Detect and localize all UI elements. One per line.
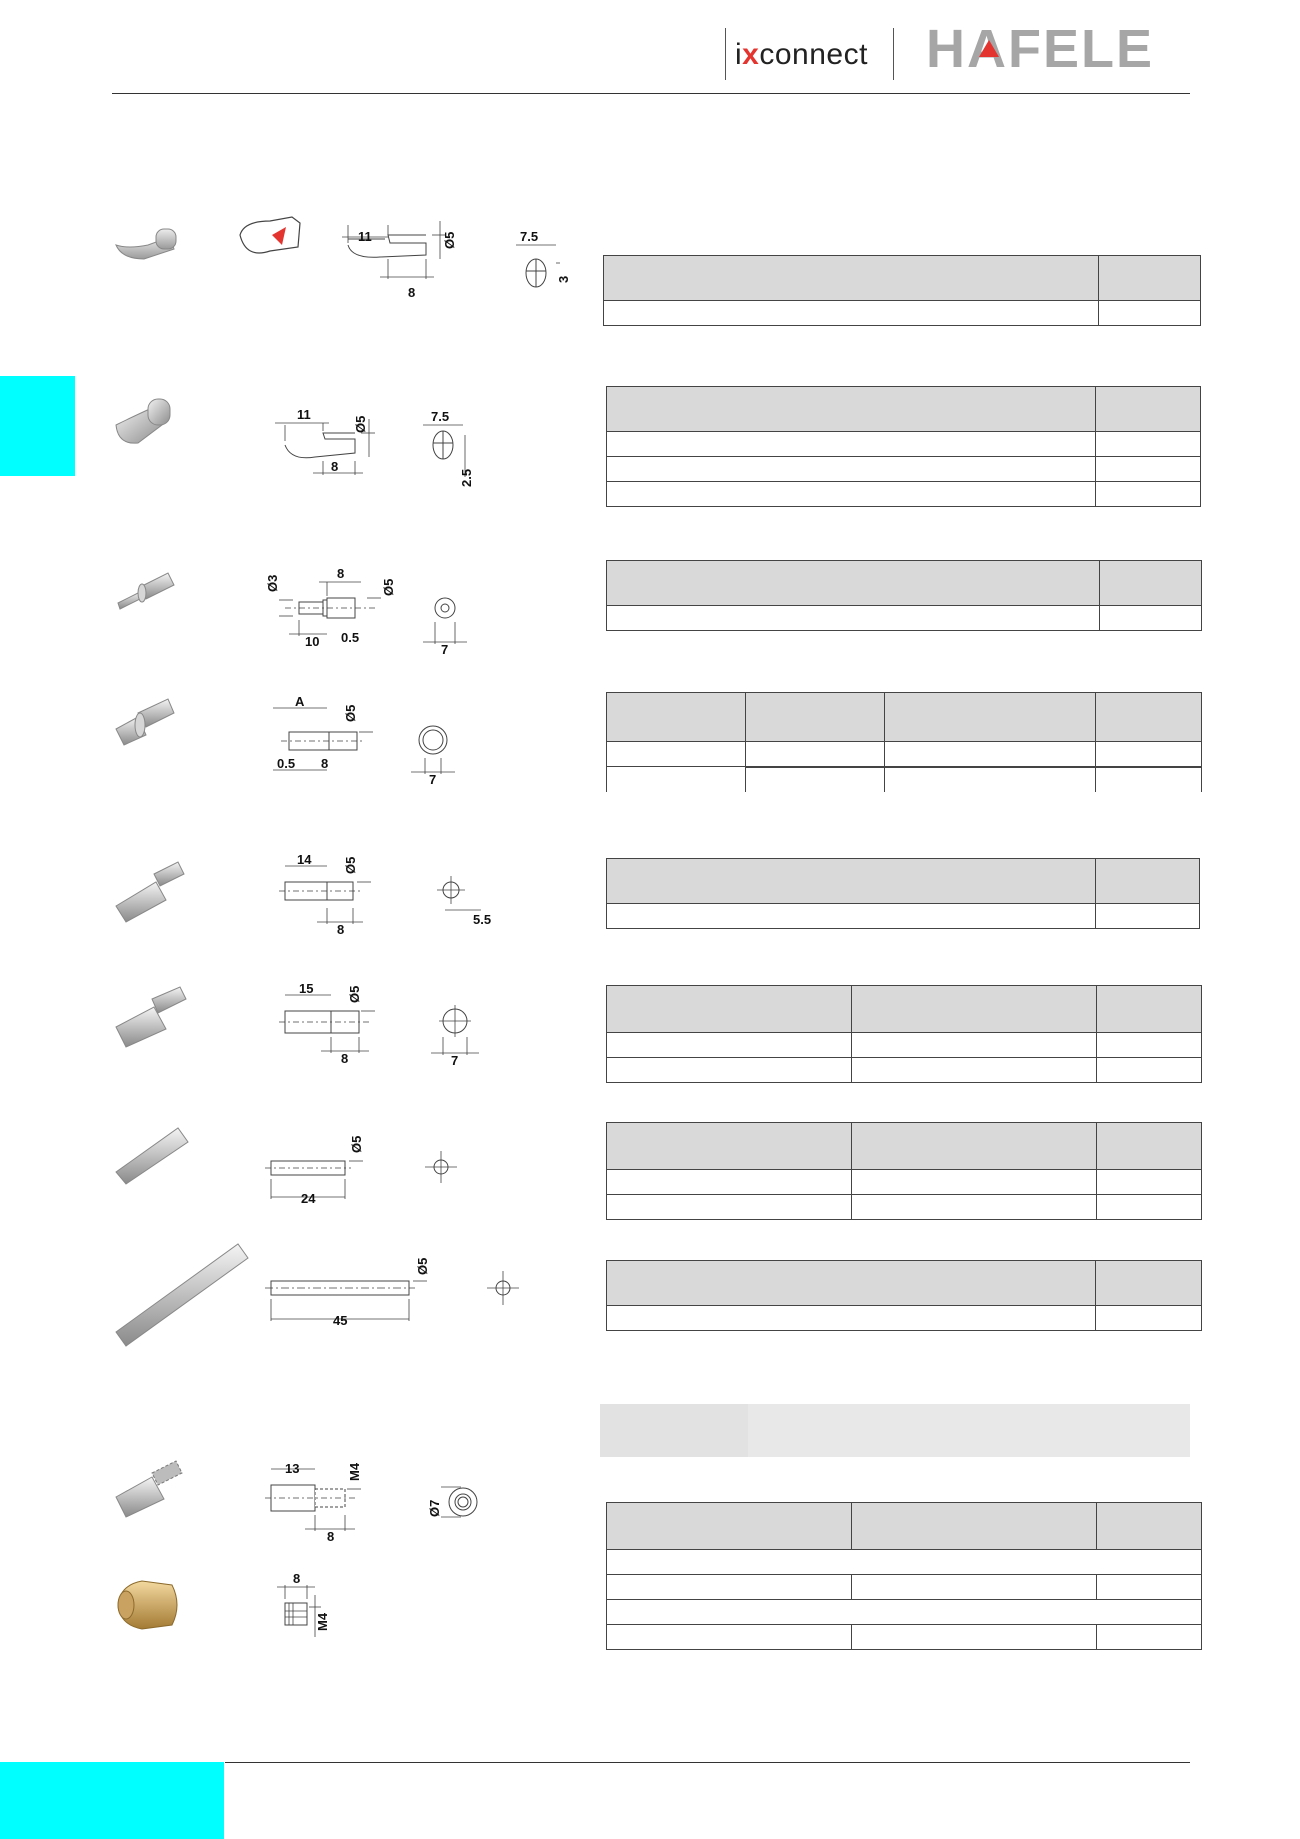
table-head-row xyxy=(607,1123,1202,1170)
chapter-tab xyxy=(0,376,75,476)
table-row xyxy=(604,301,1201,326)
product-photo-threaded-pin xyxy=(112,1455,187,1520)
dim-len: 13 xyxy=(285,1461,300,1476)
ixconnect-logo: ixconnect xyxy=(735,38,868,71)
spec-table-7 xyxy=(606,1122,1202,1220)
product-photo-brass-socket xyxy=(112,1575,187,1635)
dim-len: 45 xyxy=(333,1313,348,1328)
drawing-stepped-pin-flange xyxy=(265,690,495,790)
table-head-row xyxy=(607,561,1202,606)
header-separator-left xyxy=(725,28,726,80)
dim-width: 7 xyxy=(451,1053,459,1068)
product-photo-pin-15 xyxy=(112,985,192,1050)
section-band xyxy=(600,1404,1190,1457)
dim-step: 8 xyxy=(331,459,339,474)
spec-table-9 xyxy=(606,1502,1202,1650)
dim-len: 10 xyxy=(305,634,320,649)
spec-table-5 xyxy=(606,858,1200,929)
drawing-pin-24 xyxy=(265,1115,495,1210)
section-band-label-cell xyxy=(600,1404,748,1457)
dim-len: 11 xyxy=(297,407,311,422)
drawing-spoon-support-1 xyxy=(230,215,570,305)
drawing-pin-45 xyxy=(265,1245,545,1340)
dim-step: 8 xyxy=(337,922,345,937)
dim-len: 14 xyxy=(297,852,312,867)
dim-thread: M4 xyxy=(315,1612,330,1631)
table-row xyxy=(607,1195,1202,1220)
dim-step: 8 xyxy=(341,1051,349,1066)
table-row xyxy=(607,432,1201,457)
table-row xyxy=(607,1600,1202,1625)
dim-len: 15 xyxy=(299,981,314,996)
header-rule xyxy=(112,93,1190,94)
dim-step: 8 xyxy=(321,756,329,771)
table-row xyxy=(607,1625,1202,1650)
dim-dia: Ø5 xyxy=(415,1257,430,1275)
dim-dia: Ø5 xyxy=(442,231,457,249)
table-row xyxy=(607,1058,1202,1083)
product-photo-stepped-pin-3mm xyxy=(112,565,187,615)
dim-width: 7 xyxy=(441,642,449,657)
spec-table-8 xyxy=(606,1260,1202,1331)
spec-table-3 xyxy=(606,560,1202,631)
dim-dia: Ø5 xyxy=(343,856,358,874)
product-photo-pin-24 xyxy=(112,1122,192,1187)
drawing-spoon-support-2 xyxy=(265,395,495,495)
dim-dia: Ø5 xyxy=(353,415,368,433)
table-head-row xyxy=(607,387,1201,432)
spec-table-2 xyxy=(606,386,1201,507)
dim-dia: Ø7 xyxy=(427,1499,442,1517)
dim-dia: Ø5 xyxy=(381,578,396,596)
table-head-row xyxy=(607,1261,1202,1306)
footer-rule xyxy=(225,1762,1190,1763)
drawing-brass-socket xyxy=(265,1565,385,1645)
table-row xyxy=(607,1550,1202,1575)
product-photo-spoon-support-2 xyxy=(112,395,187,455)
dim-flange: 0.5 xyxy=(341,630,360,645)
table-head-row xyxy=(607,986,1202,1033)
dim-thread: M4 xyxy=(347,1462,362,1481)
dim-width: 7 xyxy=(429,772,437,787)
table-head-row xyxy=(604,256,1201,301)
table-row xyxy=(607,1170,1202,1195)
dim-flange: 0.5 xyxy=(277,756,296,771)
spec-table-1 xyxy=(603,255,1201,326)
table-head-row xyxy=(607,693,1202,742)
footer-tab xyxy=(0,1762,224,1839)
product-photo-pin-45 xyxy=(112,1240,252,1350)
drawing-pin-14 xyxy=(265,850,495,945)
table-row xyxy=(607,457,1201,482)
table-row xyxy=(607,742,1202,767)
drawing-threaded-pin xyxy=(265,1455,495,1550)
table-row xyxy=(607,1575,1202,1600)
dim-dia: Ø5 xyxy=(349,1135,364,1153)
dim-step: 8 xyxy=(327,1529,335,1544)
drawing-pin-15 xyxy=(265,975,495,1070)
drawing-stepped-pin-3mm xyxy=(265,560,495,655)
table-head-row xyxy=(607,859,1200,904)
spec-table-6 xyxy=(606,985,1202,1083)
table-row xyxy=(607,606,1202,631)
product-photo-stepped-pin-flange xyxy=(112,695,187,750)
dim-step: 8 xyxy=(337,566,345,581)
dim-len: 8 xyxy=(293,1571,301,1586)
product-photo-pin-14 xyxy=(112,860,187,925)
dim-height: 3 xyxy=(556,275,571,283)
dim-dia: Ø5 xyxy=(347,985,362,1003)
dim-len: 11 xyxy=(358,229,372,244)
table-row xyxy=(607,904,1200,929)
dim-dia: Ø5 xyxy=(343,704,358,722)
header-separator-right xyxy=(893,28,894,80)
dim-len: 24 xyxy=(301,1191,316,1206)
dim-width: 7.5 xyxy=(520,229,539,244)
dim-height: 2.5 xyxy=(459,468,474,487)
hafele-logo: HA FELE xyxy=(926,19,1155,79)
dim-width: 7.5 xyxy=(431,409,450,424)
product-photo-spoon-support-1 xyxy=(112,225,187,275)
table-row xyxy=(607,1033,1202,1058)
dim-small-dia: Ø3 xyxy=(265,574,280,592)
table-row xyxy=(607,1306,1202,1331)
dim-len: A xyxy=(295,694,305,709)
table-row xyxy=(607,482,1201,507)
table-head-row xyxy=(607,1503,1202,1550)
dim-width: 5.5 xyxy=(473,912,492,927)
dim-step: 8 xyxy=(408,285,416,300)
spec-table-4 xyxy=(606,692,1202,792)
